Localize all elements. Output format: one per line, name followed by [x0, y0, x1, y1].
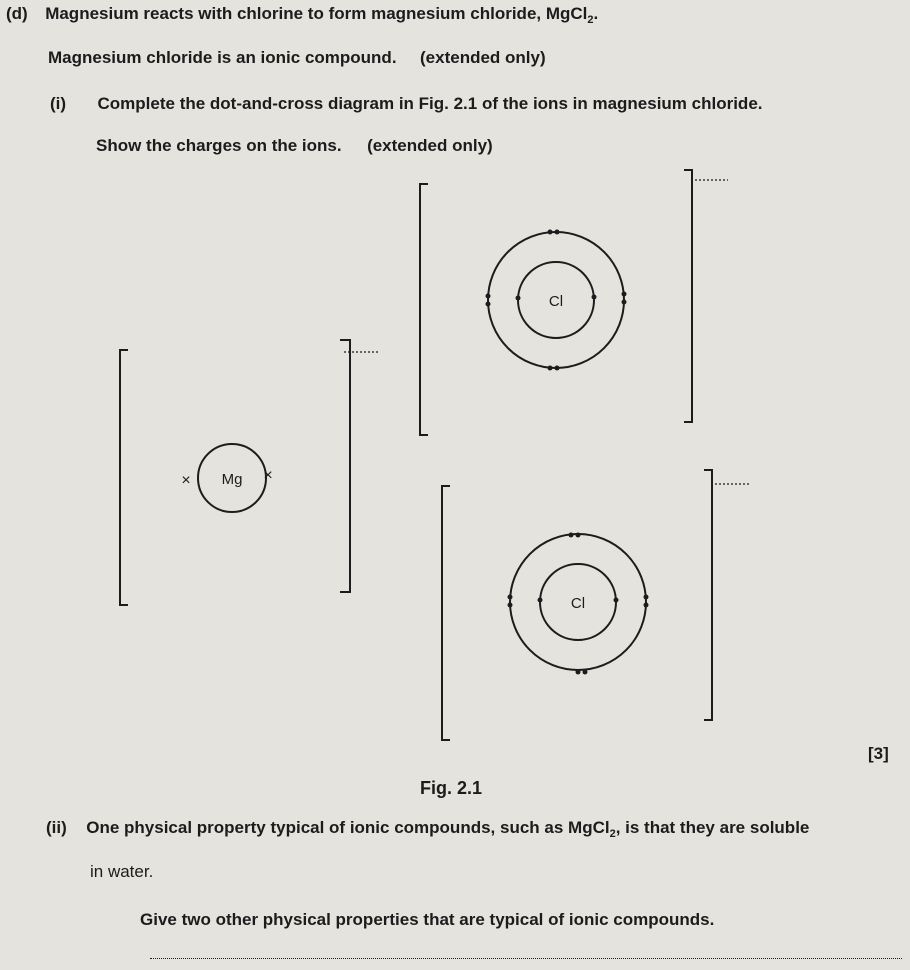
part-ii-question: [140, 910, 714, 930]
extended-tag: (extended only): [420, 48, 546, 67]
part-label: (ii): [46, 818, 67, 837]
cl1-bracket-left: [420, 184, 428, 435]
part-ii-line1: (ii) One physical property typical of ionic compounds, such as MgCl$_2$, is that they are soluble: [46, 818, 810, 840]
answer-line[interactable]: [150, 958, 902, 959]
statement-text: One physical property typical of ionic compounds, such as: [86, 818, 569, 837]
cl1-ion: [486, 230, 627, 371]
statement-continuation: in water.: [90, 862, 154, 881]
question-label: (d): [6, 4, 28, 23]
extended-tag: (extended only): [367, 136, 493, 155]
instruction-text: Complete the dot-and-cross diagram in Fig. 2.1 of the ions in magnesium chloride.: [97, 94, 763, 113]
marks-label: [3]: [868, 744, 889, 763]
mg-bracket-right: [340, 340, 350, 592]
figure-caption: Fig. 2.1: [420, 778, 483, 798]
formula: MgCl$_2$: [568, 818, 616, 840]
cl1-bracket-right: [684, 170, 692, 422]
cross-electron: ×: [263, 467, 273, 484]
mg-ion: [181, 444, 272, 512]
question-text: Magnesium reacts with chlorine to form magnesium chloride,: [45, 4, 546, 23]
cl2-bracket-left: [442, 486, 450, 740]
cross-electron: ×: [181, 472, 191, 489]
mg-symbol: Mg: [221, 471, 243, 488]
cl-symbol: Cl: [570, 595, 586, 612]
cl2-bracket-right: [704, 470, 712, 720]
question-text: Give two other physical properties that are typical of ionic compounds.: [140, 910, 715, 929]
part-label: (i): [50, 94, 67, 113]
formula: MgCl$_2$: [545, 4, 594, 26]
cl2-ion: [508, 533, 649, 675]
instruction-text-2: Show the charges on the ions.: [96, 136, 342, 155]
cl-symbol: Cl: [548, 293, 564, 310]
mg-bracket-left: [120, 350, 128, 605]
question-d-line1: (d) Magnesium reacts with chlorine to form magnesium chloride, MgCl$_2$.: [6, 4, 599, 26]
statement-text: Magnesium chloride is an ionic compound.: [48, 48, 397, 67]
part-ii-line2: [90, 862, 153, 882]
